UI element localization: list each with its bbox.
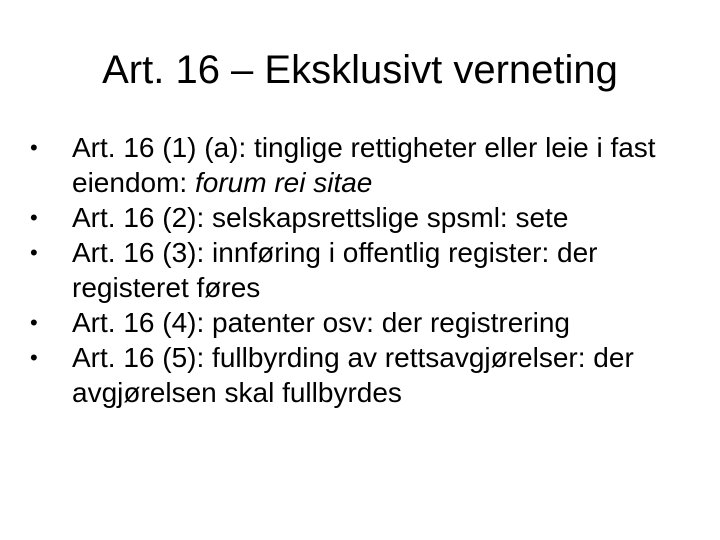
bullet-item-4 bbox=[30, 305, 700, 340]
bullet-item-5 bbox=[30, 340, 700, 410]
bullet-text: Art. 16 (2): selskapsrettslige spsml: sete bbox=[72, 202, 569, 233]
bullet-item-3 bbox=[30, 235, 700, 305]
bullet-marker: • bbox=[30, 135, 38, 160]
bullet-marker: • bbox=[30, 240, 38, 265]
bullet-item-2 bbox=[30, 200, 700, 235]
bullet-marker: • bbox=[30, 205, 38, 230]
bullet-text: Art. 16 (5): fullbyrding av rettsavgjørelser: der avgjørelsen skal fullbyrdes bbox=[72, 342, 634, 408]
bullet-list bbox=[30, 130, 700, 410]
bullet-text: Art. 16 (4): patenter osv: der registrering bbox=[72, 307, 570, 338]
bullet-text: Art. 16 (1) (a): tinglige rettigheter eller leie i fast eiendom: bbox=[72, 132, 656, 198]
bullet-marker: • bbox=[30, 345, 38, 370]
bullet-item-1 bbox=[30, 130, 700, 200]
bullet-marker: • bbox=[30, 310, 38, 335]
slide-title: Art. 16 – Eksklusivt verneting bbox=[102, 48, 618, 92]
bullet-emphasis: forum rei sitae bbox=[194, 167, 373, 198]
bullet-text: Art. 16 (3): innføring i offentlig register: der registeret føres bbox=[72, 237, 598, 303]
